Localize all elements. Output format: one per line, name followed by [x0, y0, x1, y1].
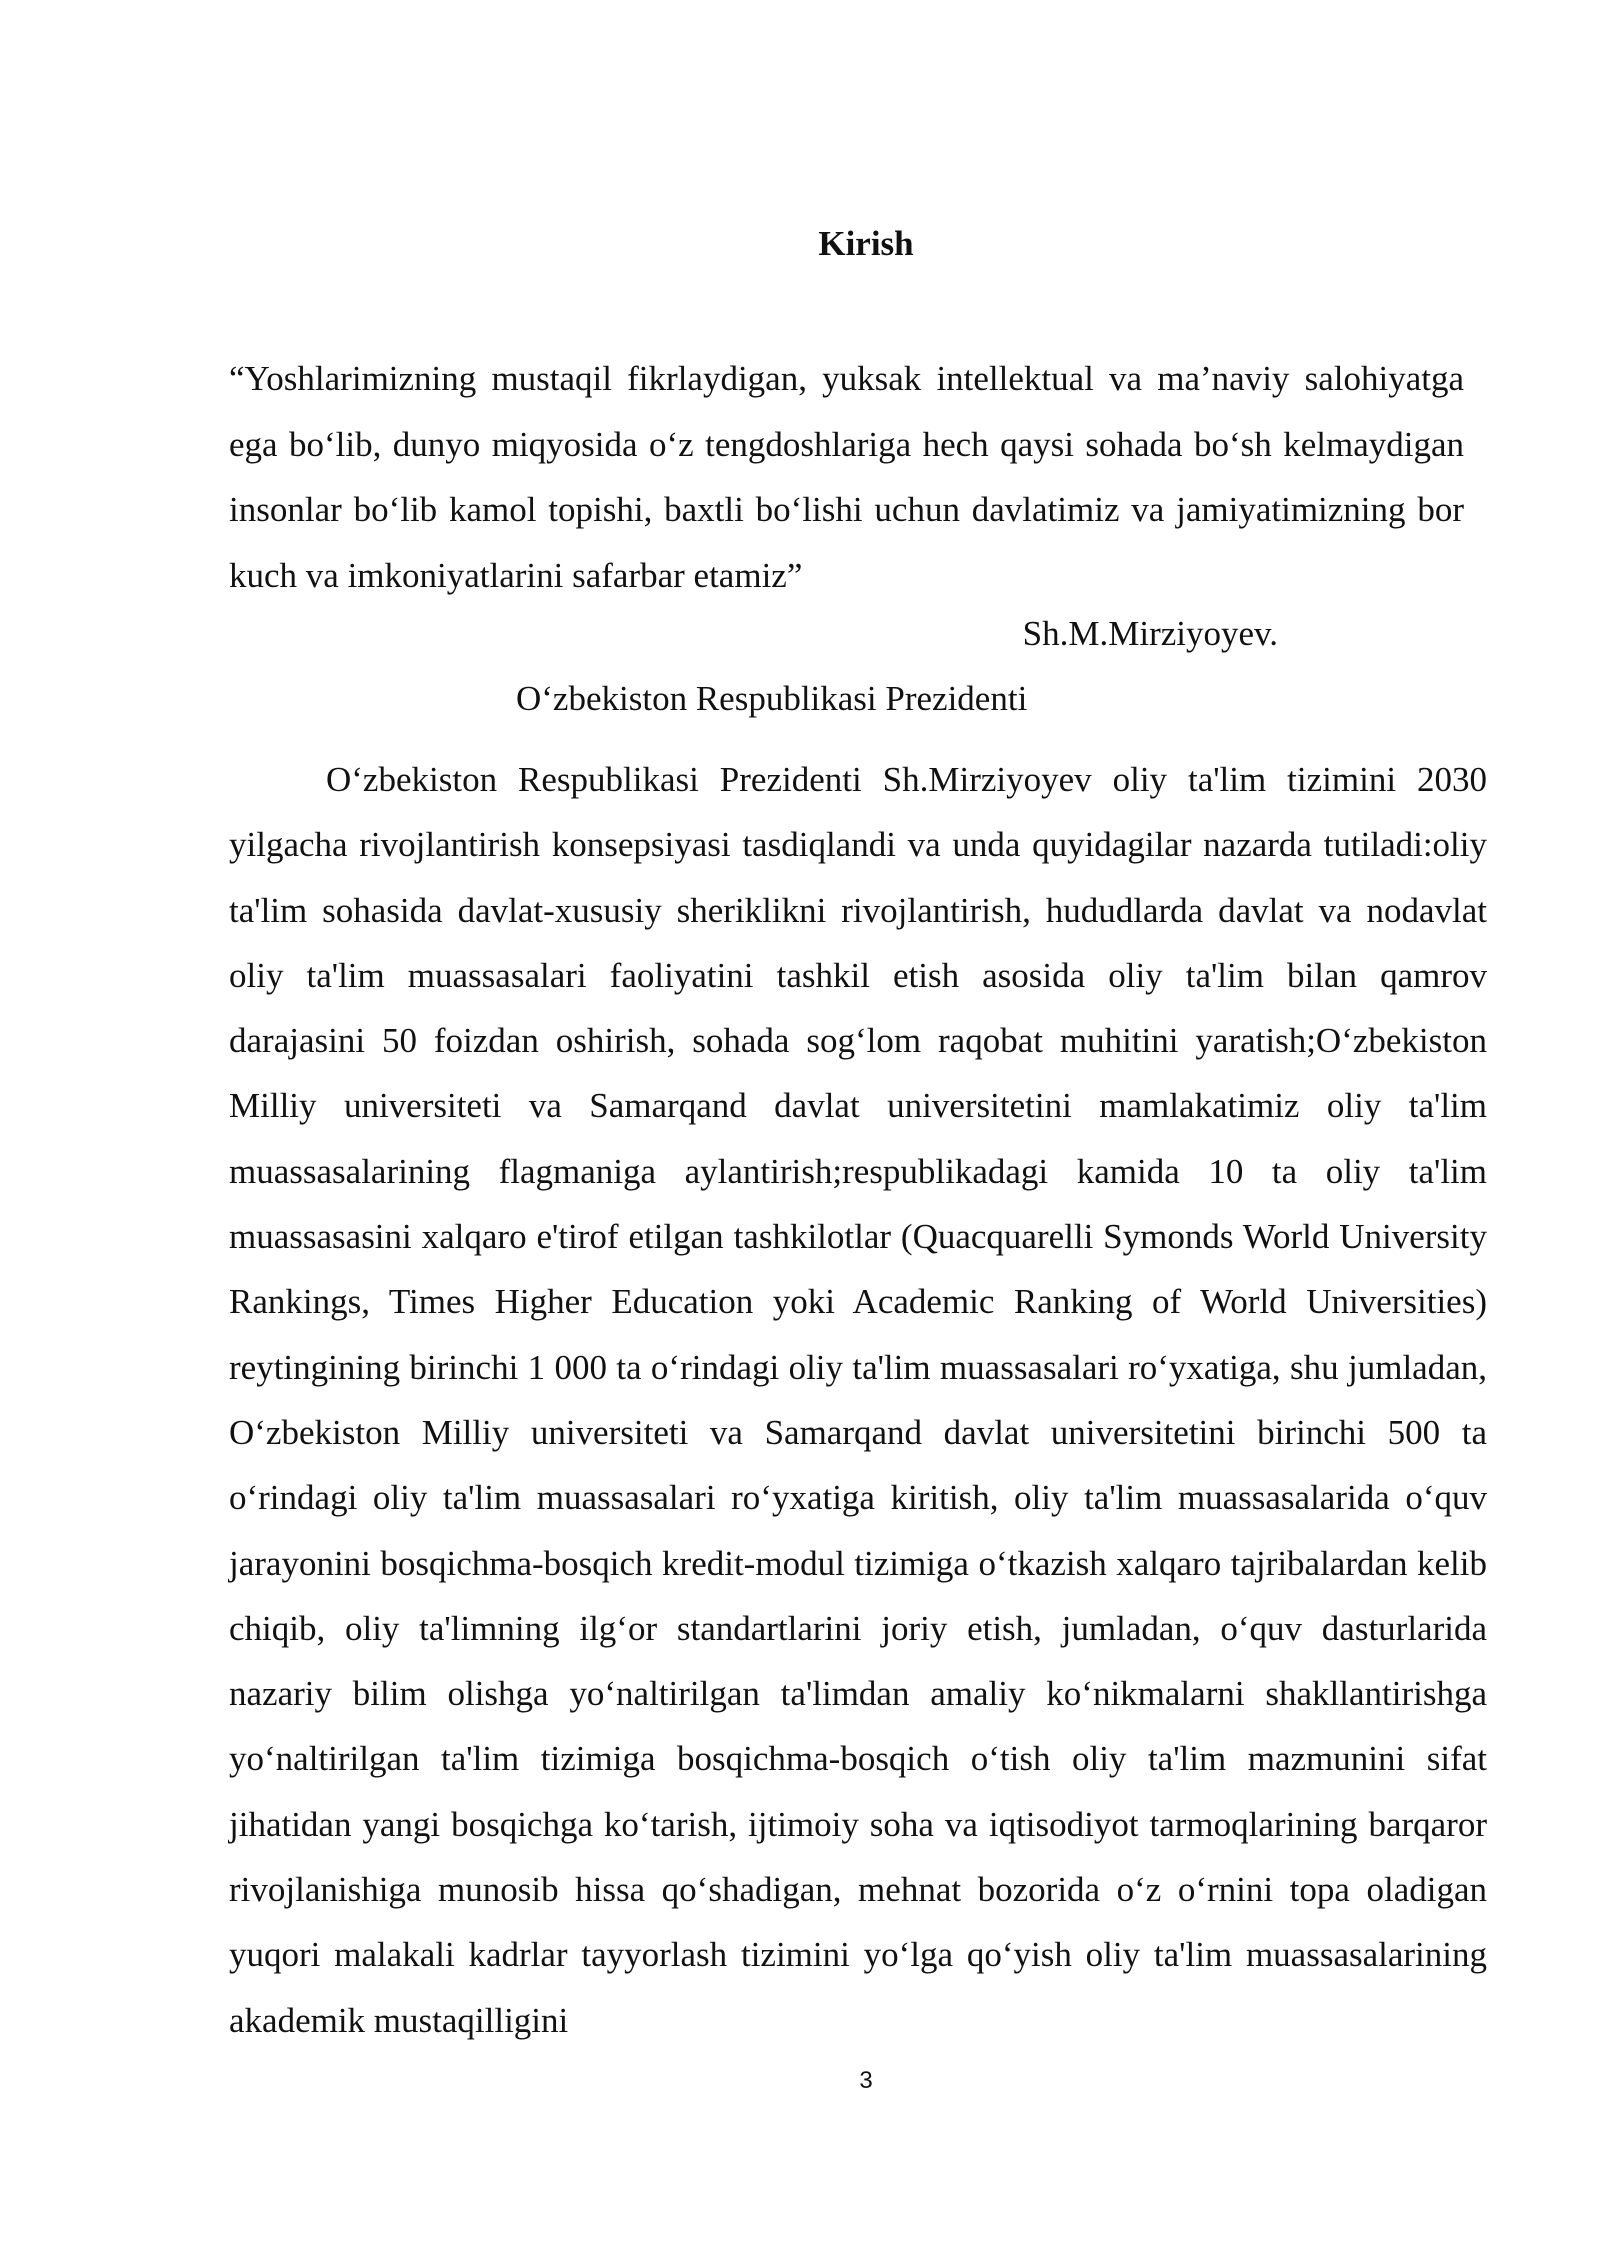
- page-number: 3: [859, 2067, 873, 2094]
- epigraph-author-title: O‘zbekiston Respublikasi Prezidenti: [516, 679, 1028, 718]
- body-paragraph: O‘zbekiston Respublikasi Prezidenti Sh.Mirziyoyev oliy ta'lim tizimini 2030 yilgacha rivojlantirish konsepsiyasi tasdiqlandi va unda quyidagilar nazarda tutiladi:oliy ta'lim sohasida davlat-xususiy sheriklikni rivojlantirish, hududlarda davlat va nodavlat oliy ta'lim muassasalari faoliyatini tashkil etish asosida oliy ta'lim bilan qamrov darajasini 50 foizdan oshirish, sohada sog‘lom raqobat muhitini yaratish;O‘zbekiston Milliy universiteti va Samarqand davlat universitetini mamlakatimiz oliy ta'lim muassasalarining flagmaniga aylantirish;respublikadagi kamida 10 ta oliy ta'lim muassasasini xalqaro e'tirof etilgan tashkilotlar (Quacquarelli Symonds World University Rankings, Times Higher Education yoki Academic Ranking of World Universities) reytingining birinchi 1 000 ta o‘rindagi oliy ta'lim muassasalari ro‘yxatiga, shu jumladan, O‘zbekiston Milliy universiteti va Samarqand davlat universitetini birinchi 500 ta o‘rindagi oliy ta'lim muassasalari ro‘yxatiga kiritish, oliy ta'lim muassasalarida o‘quv jarayonini bosqichma-bosqich kredit-modul tizimiga o‘tkazish xalqaro tajribalardan kelib chiqib, oliy ta'limning ilg‘or standartlarini joriy etish, jumladan, o‘quv dasturlarida nazariy bilim olishga yo‘naltirilgan ta'limdan amaliy ko‘nikmalarni shakllantirishga yo‘naltirilgan ta'lim tizimiga bosqichma-bosqich o‘tish oliy ta'lim mazmunini sifat jihatidan yangi bosqichga ko‘tarish, ijtimoiy soha va iqtisodiyot tarmoqlarining barqaror rivojlanishiga munosib hissa qo‘shadigan, mehnat bozorida o‘z o‘rnini topa oladigan yuqori malakali kadrlar tayyorlash tizimini yo‘lga qo‘yish oliy ta'lim muassasalarining akademik mustaqilligini: [229, 760, 1487, 2040]
- epigraph-author: Sh.M.Mirziyoyev.: [1022, 614, 1278, 653]
- epigraph-quote: “Yoshlarimizning mustaqil fikrlaydigan, yuksak intellektual va ma’naviy salohiyatga ega bo‘lib, dunyo miqyosida o‘z tengdoshlariga hech qaysi sohada bo‘sh kelmaydigan insonlar bo‘lib kamol topishi, baxtli bo‘lishi uchun davlatimiz va jamiyatimizning bor kuch va imkoniyatlarini safarbar etamiz”: [229, 359, 1464, 595]
- page-heading: Kirish: [818, 224, 914, 263]
